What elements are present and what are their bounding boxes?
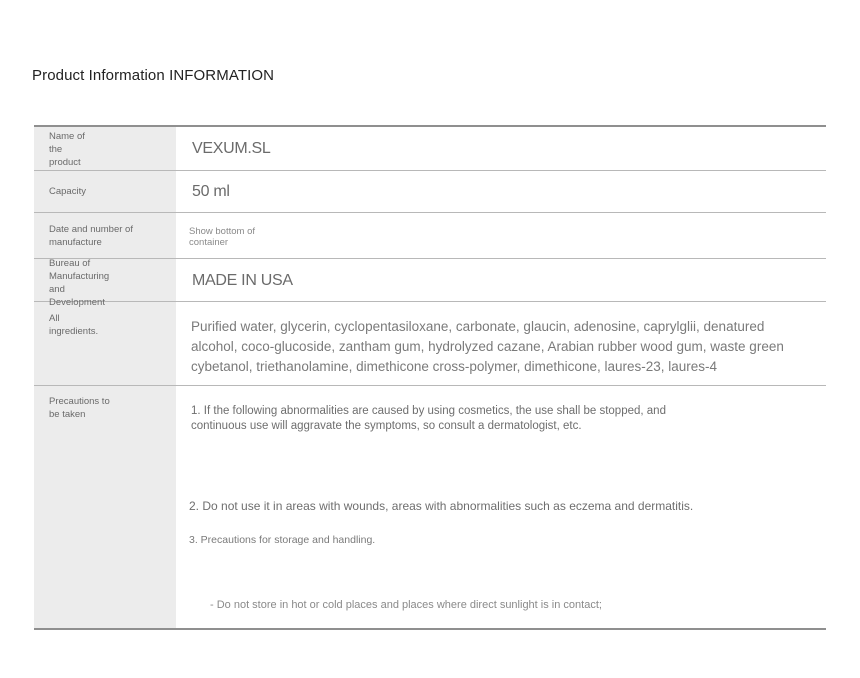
row-divider [34,170,826,171]
product-name-value: VEXUM.SL [192,140,271,157]
bureau-value: MADE IN USA [192,272,293,289]
row-divider [34,385,826,386]
ingredients-value: Purified water, glycerin, cyclopentasiloxane, carbonate, glaucin, adenosine, caprylglii, denatured alcohol, coco-glucoside, zantham gum, hydrolyzed cazane, Arabian rubber wood gum, waste green cybetanol, triethanolamine, dimethicone cross-polymer, dimethicone, laures-23, laures-4 [191,319,784,374]
capacity-label: Capacity [49,186,86,197]
precaution-item-1: 1. If the following abnormalities are caused by using cosmetics, the use shall be stopped, and continuous use will aggravate the symptoms, so consult a dermatologist, etc. [191,405,666,432]
precautions-label: Precautions to be taken [49,396,110,420]
precaution-item-3-sub: - Do not store in hot or cold places and places where direct sunlight is in contact; [210,599,602,611]
manufacture-date-value: Show bottom of container [189,226,256,248]
row-divider [34,258,826,259]
ingredients-label: All ingredients. [49,313,99,337]
precaution-item-2: 2. Do not use it in areas with wounds, areas with abnormalities such as eczema and dermatitis. [189,499,694,513]
manufacture-date-label: Date and number of manufacture [49,224,133,248]
row-divider [34,301,826,302]
label-column [34,127,176,628]
row-divider [34,212,826,213]
capacity-value: 50 ml [192,183,230,200]
product-name-label: Name of the product [49,131,85,168]
page-title: Product Information INFORMATION [32,67,275,84]
precaution-item-3: 3. Precautions for storage and handling. [189,534,376,546]
product-info-table [34,125,826,630]
bureau-label: Bureau of Manufacturing and Development [49,258,110,308]
